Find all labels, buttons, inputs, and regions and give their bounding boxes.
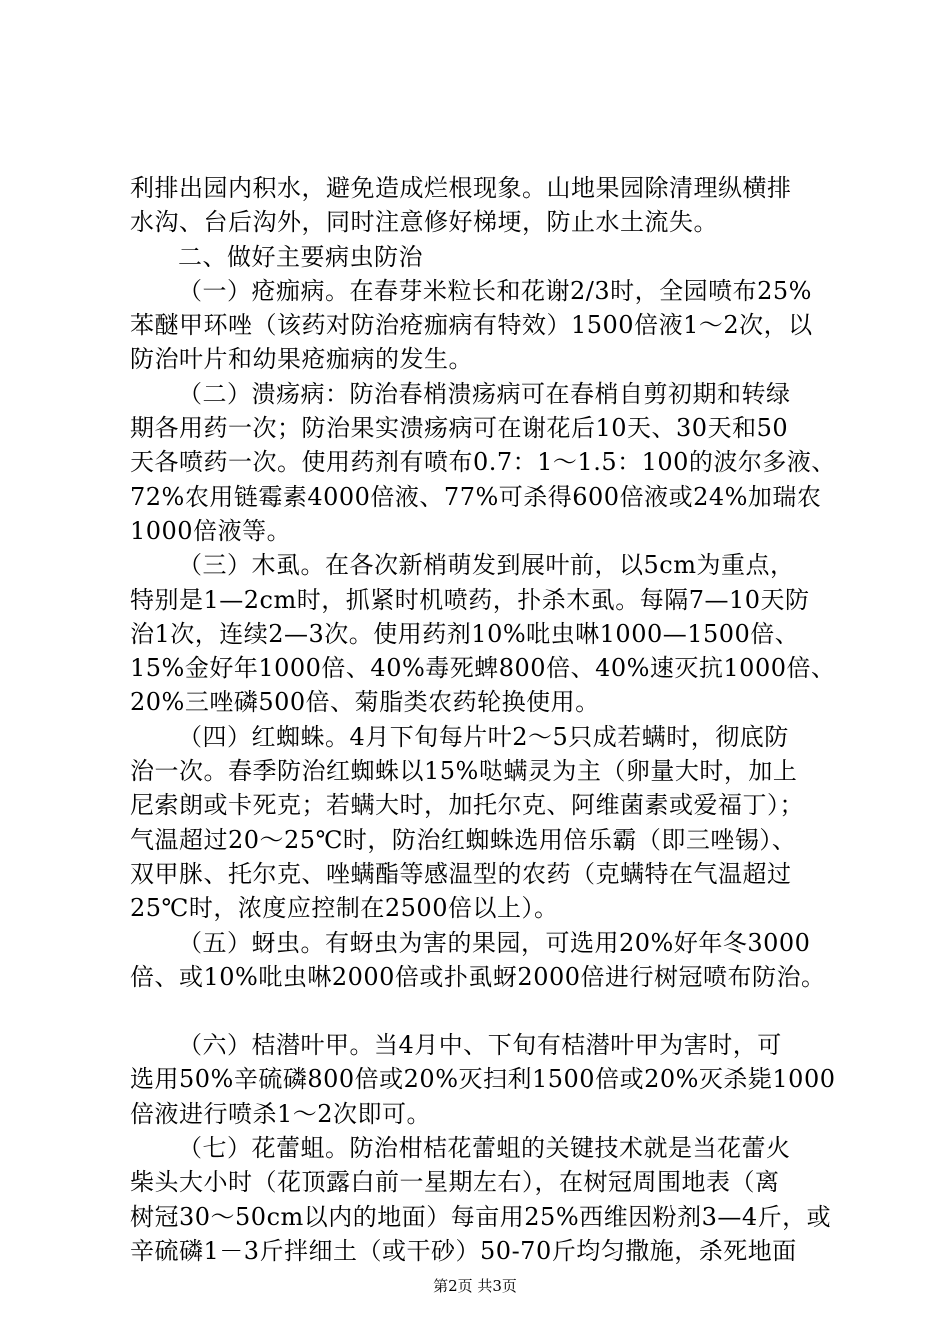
text-line: 15%金好年1000倍、40%毒死蜱800倍、40%速灭抗1000倍、 (130, 654, 836, 683)
text-line: 利排出园内积水，避免造成烂根现象。山地果园除清理纵横排 (130, 174, 792, 202)
text-line: 苯醚甲环唑（该药对防治疮痂病有特效）1500倍液1～2次，以 (130, 311, 813, 340)
text-line: 柴头大小时（花顶露白前一星期左右），在树冠周围地表（离 (130, 1168, 780, 1197)
text-line: 25℃时，浓度应控制在2500倍以上）。 (130, 894, 559, 923)
text-line: 倍液进行喷杀1～2次即可。 (130, 1099, 432, 1128)
text-line: 72%农用链霉素4000倍液、77%可杀得600倍液或24%加瑞农 (130, 482, 822, 511)
text-line: 气温超过20～25℃时，防治红蜘蛛选用倍乐霸（即三唑锡）、 (130, 825, 797, 854)
text-line: （一）疮痂病。在春芽米粒长和花谢2/3时，全园喷布25% (178, 276, 812, 305)
text-line: 倍、或10%吡虫啉2000倍或扑虱蚜2000倍进行树冠喷布防治。 (130, 962, 826, 991)
text-line: （七）花蕾蛆。防治柑桔花蕾蛆的关键技术就是当花蕾火 (178, 1134, 791, 1163)
text-line: 选用50%辛硫磷800倍或20%灭扫利1500倍或20%灭杀毙1000 (130, 1065, 836, 1094)
section-heading: 二、做好主要病虫防治 (178, 242, 423, 271)
page-number: 第2页 共3页 (433, 1277, 517, 1295)
text-line: 双甲脒、托尔克、唑螨酯等感温型的农药（克螨特在气温超过 (130, 859, 792, 888)
text-line: 治一次。春季防治红蜘蛛以15%哒螨灵为主（卵量大时，加上 (130, 757, 798, 786)
text-line: 期各用药一次；防治果实溃疡病可在谢花后10天、30天和50 (130, 414, 789, 443)
document-body (130, 171, 840, 1268)
text-line: 20%三唑磷500倍、菊脂类农药轮换使用。 (130, 688, 600, 717)
paragraph-gap (130, 994, 840, 1028)
text-line: 天各喷药一次。使用药剂有喷布0.7：1～1.5：100的波尔多液、 (130, 448, 836, 477)
text-line: （四）红蜘蛛。4月下旬每片叶2～5只成若螨时，彻底防 (178, 722, 789, 751)
text-line: 特别是1—2cm时，抓紧时机喷药，扑杀木虱。每隔7—10天防 (130, 585, 810, 614)
text-line: 防治叶片和幼果疮痂病的发生。 (130, 345, 473, 374)
text-line: 1000倍液等。 (130, 516, 292, 545)
text-line: 治1次，连续2—3次。使用药剂10%吡虫啉1000—1500倍、 (130, 619, 800, 648)
text-line: （五）蚜虫。有蚜虫为害的果园，可选用20%好年冬3000 (178, 928, 811, 957)
text-line: （六）桔潜叶甲。当4月中、下旬有桔潜叶甲为害时，可 (178, 1031, 782, 1060)
text-line: （三）木虱。在各次新梢萌发到展叶前，以5cm为重点， (178, 551, 795, 580)
text-line: （二）溃疡病：防治春梢溃疡病可在春梢自剪初期和转绿 (178, 379, 791, 408)
text-line: 辛硫磷1－3斤拌细土（或干砂）50-70斤均匀撒施，杀死地面 (130, 1236, 797, 1265)
text-line: 树冠30～50cm以内的地面）每亩用25%西维因粉剂3—4斤，或 (130, 1202, 832, 1231)
text-line: 尼索朗或卡死克；若螨大时，加托尔克、阿维菌素或爱福丁）； (130, 791, 804, 820)
text-line: 水沟、台后沟外，同时注意修好梯埂，防止水土流失。 (130, 208, 718, 237)
